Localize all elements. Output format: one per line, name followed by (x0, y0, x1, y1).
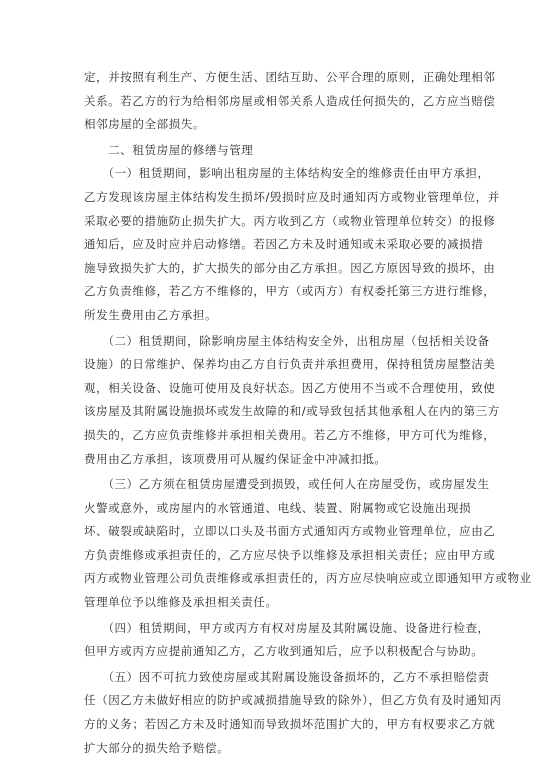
text-line: 方的义务；若因乙方未及时通知而导致损坏范围扩大的，甲方有权要求乙方就 (84, 717, 496, 732)
text-line: 乙方发现该房屋主体结构发生损坏/毁损时应及时通知丙方或物业管理单位，并 (84, 189, 500, 204)
body-paragraph (84, 66, 496, 137)
text-line: 二、租赁房屋的修缮与管理 (84, 142, 254, 157)
text-line: 损失的，乙方应负责维修并承担相关费用。若乙方不维修，甲方可代为维修， (84, 427, 496, 442)
text-line: 任（因乙方未做好相应的防护或减损措施导致的除外），但乙方负有及时通知丙 (84, 693, 502, 708)
text-line: 所发生费用由乙方承担。 (84, 307, 218, 322)
text-line: （二）租赁期间，除影响房屋主体结构安全外，出租房屋（包括相关设备 (84, 333, 490, 348)
text-line: 相邻房屋的全部损失。 (84, 117, 205, 132)
text-line: 方负责维修或承担责任的，乙方应尽快予以维修及承担相关责任；应由甲方或 (84, 547, 496, 562)
text-line: 关系。若乙方的行为给相邻房屋或相邻关系人造成任何损失的，乙方应当赔偿 (84, 93, 496, 108)
text-line: （三）乙方须在租赁房屋遭受到损毁，或任何人在房屋受伤，或房屋发生 (84, 477, 490, 492)
text-line: 乙方负责维修，若乙方不维修的，甲方（或丙方）有权委托第三方进行维修， (84, 284, 496, 299)
text-line: 丙方或物业管理公司负责维修或承担责任的，丙方应尽快响应或立即通知甲方或物业 (84, 571, 532, 586)
body-paragraph (84, 473, 532, 615)
text-line: 坏、破裂或缺陷时，立即以口头及书面方式通知丙方或物业管理单位，应由乙 (84, 524, 496, 539)
body-paragraph (84, 162, 500, 327)
text-line: 观，相关设备、设施可使用及良好状态。因乙方使用不当或不合理使用，致使 (84, 380, 496, 395)
body-paragraph (84, 330, 500, 472)
text-line: （四）租赁期间，甲方或丙方有权对房屋及其附属设施、设备进行检查， (84, 620, 490, 635)
text-line: 费用由乙方承担，该项费用可从履约保证金中冲减扣抵。 (84, 451, 387, 466)
body-paragraph (84, 617, 490, 664)
section-heading (84, 139, 462, 163)
text-line: 扩大部分的损失给予赔偿。 (84, 740, 230, 755)
text-line: 管理单位予以维修及承担相关责任。 (84, 595, 278, 610)
text-line: 采取必要的措施防止损失扩大。丙方收到乙方（或物业管理单位转交）的报修 (84, 213, 496, 228)
text-line: 施导致损失扩大的，扩大损失的部分由乙方承担。因乙方原因导致的损坏，由 (84, 260, 496, 275)
text-line: 设施）的日常维护、保养均由乙方自行负责并承担费用，保持租赁房屋整洁美 (84, 357, 496, 372)
text-line: 火警或意外，或房屋内的水管通道、电线、装置、附属物或它设施出现损 (84, 500, 472, 515)
text-line: （一）租赁期间，影响出租房屋的主体结构安全的维修责任由甲方承担， (84, 166, 490, 181)
text-line: 通知后，应及时应并启动修缮。若因乙方未及时通知或未采取必要的减损措 (84, 237, 484, 252)
text-line: 但甲方或丙方应提前通知乙方，乙方收到通知后，应予以积极配合与协助。 (84, 644, 484, 659)
document-body (84, 66, 532, 762)
text-line: 定，并按照有利生产、方便生活、团结互助、公平合理的原则，正确处理相邻 (84, 70, 496, 84)
text-line: 该房屋及其附属设施损坏或发生故障的和/或导致包括其他承租人在内的第三方 (84, 404, 500, 419)
text-line: （五）因不可抗力致使房屋或其附属设施设备损坏的，乙方不承担赔偿责 (84, 669, 490, 684)
body-paragraph (84, 666, 502, 760)
